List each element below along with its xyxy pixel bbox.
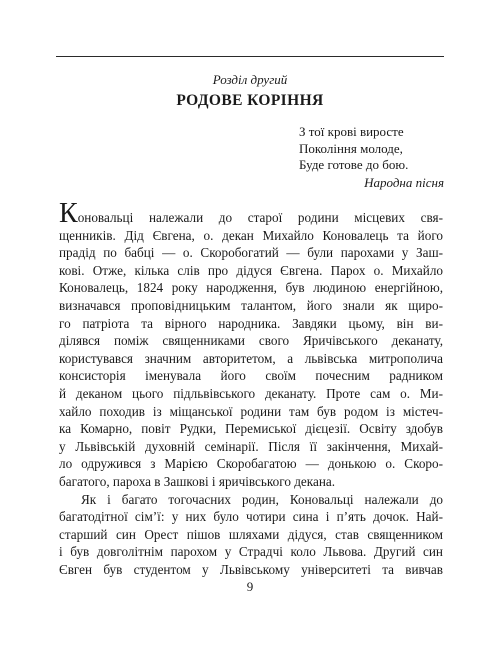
text-line: багатого, пароха в Зашкові і яричівського декана. — [59, 473, 336, 489]
text-line: й деканом цього підльвівського деканату. Проте сам о. Ми- — [59, 385, 443, 401]
epigraph-line: Буде готове до бою. — [299, 157, 409, 172]
text-line: і був довголітнім парохом у Страдчі коло Львова. Другий син — [59, 544, 443, 560]
page-number: 9 — [246, 579, 254, 594]
text-line: ділявся поміж священниками свого Яричівського деканату, — [59, 333, 443, 349]
text-line — [59, 198, 443, 229]
text-line: хайло походив із міщанської родини там був родом із містеч- — [59, 403, 443, 419]
epigraph-line: З тої крові виросте — [299, 124, 404, 139]
paragraph-1 — [59, 198, 443, 491]
header-rule — [56, 56, 444, 57]
text-line: Як і багато тогочасних родин, Коновальці належали до — [81, 491, 443, 507]
text-line: консисторія іменувала його своїм почесним радником — [59, 368, 443, 384]
text-line: ка Комарно, повіт Рудки, Перемиської дієцезії. Освіту здобув — [59, 421, 443, 437]
text-line: кові. Отже, кілька слів про дідуся Євгена. Парох о. Михайло — [59, 262, 443, 278]
chapter-title: РОДОВЕ КОРІННЯ — [176, 92, 324, 109]
epigraph — [299, 124, 444, 191]
text-line: Коновалець, 1824 року народження, був людиною енергійною, — [59, 280, 443, 296]
text-line: Євген був студентом у Львівському університеті та вивчав — [59, 561, 443, 577]
text-line: багатодітної сім’ї: у них було чотири сина і п’ять дочок. Най- — [59, 509, 443, 525]
text-line: ло одружився з Марією Скоробагатою — донькою о. Скоро- — [59, 456, 443, 472]
text-line: користувався значним авторитетом, а львівська митрополича — [59, 350, 443, 366]
text-line: прадід по бабці — о. Скоробогатий — були парохами у Заш- — [59, 245, 443, 261]
text-line: у Львівській духовній семінарії. Після її закінчення, Михай- — [59, 438, 443, 454]
text-line: щенників. Дід Євгена, о. декан Михайло Коновалець та його — [59, 227, 443, 243]
text-line: го патріота та вірного народника. Завдяки цьому, він ви- — [59, 315, 443, 331]
paragraph-2 — [59, 491, 443, 579]
text-line-content: оновальці належали до старої родини місцевих свя- — [77, 210, 443, 225]
drop-cap: К — [59, 198, 78, 229]
epigraph-source: Народна пісня — [364, 174, 444, 190]
chapter-label: Розділ другий — [212, 72, 288, 87]
epigraph-line: Покоління молоде, — [299, 140, 403, 156]
body-text — [59, 198, 443, 578]
text-line: визначався проповідницьким талантом, його знали як щиро- — [59, 297, 443, 313]
text-line: старший син Орест пішов шляхами дідуся, став священником — [59, 526, 443, 542]
